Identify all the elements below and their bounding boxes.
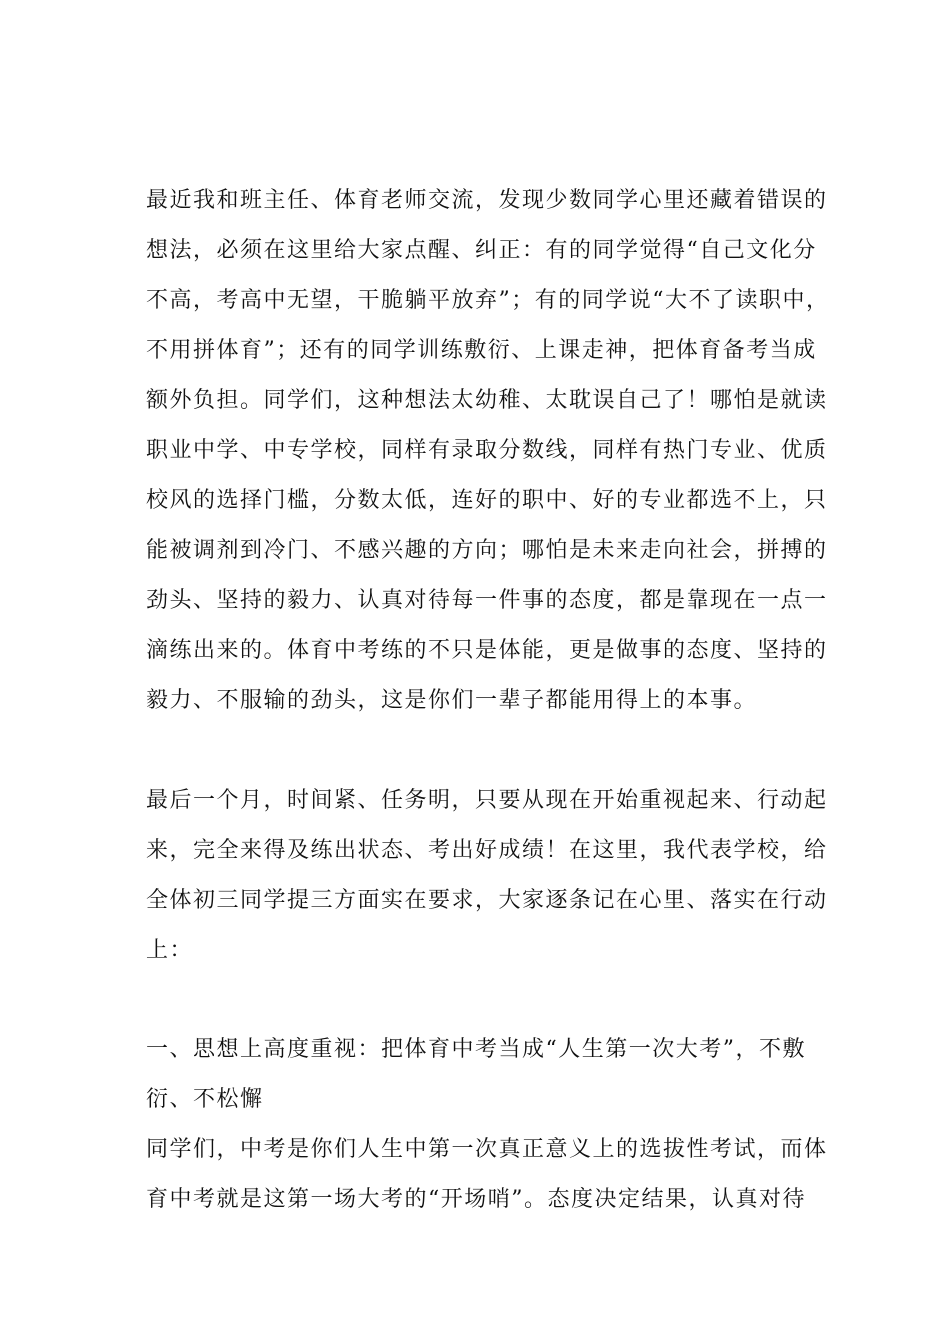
section-1-heading-line: 衍、不松懈: [146, 1087, 264, 1112]
paragraph-1-line: 校风的选择门槛，分数太低，连好的职中、好的专业都选不上，只: [146, 488, 828, 513]
section-1-heading-line: 一、思想上高度重视：把体育中考当成“人生第一次大考”，不敷: [146, 1037, 806, 1062]
paragraph-1-line: 不高，考高中无望，干脆躺平放弃”；有的同学说“大不了读职中，: [146, 288, 830, 313]
paragraph-2-line: 来，完全来得及练出状态、考出好成绩！在这里，我代表学校，给: [146, 838, 828, 863]
section-1-body-line: 同学们，中考是你们人生中第一次真正意义上的选拔性考试，而体: [146, 1137, 828, 1162]
paragraph-1-line: 滴练出来的。体育中考练的不只是体能，更是做事的态度、坚持的: [146, 638, 828, 663]
paragraph-1-line: 职业中学、中专学校，同样有录取分数线，同样有热门专业、优质: [146, 438, 828, 463]
paragraph-2-line: 上：: [146, 938, 194, 963]
paragraph-1-line: 额外负担。同学们，这种想法太幼稚、太耽误自己了！哪怕是就读: [146, 388, 828, 413]
paragraph-2-line: 最后一个月，时间紧、任务明，只要从现在开始重视起来、行动起: [146, 788, 828, 813]
paragraph-1-line: 毅力、不服输的劲头，这是你们一辈子都能用得上的本事。: [146, 688, 758, 713]
paragraph-2-line: 全体初三同学提三方面实在要求，大家逐条记在心里、落实在行动: [146, 888, 828, 913]
paragraph-1-line: 不用拼体育”；还有的同学训练敷衍、上课走神，把体育备考当成: [146, 338, 817, 363]
section-1-body-line: 育中考就是这第一场大考的“开场哨”。态度决定结果，认真对待: [146, 1187, 806, 1212]
paragraph-1-line: 能被调剂到冷门、不感兴趣的方向；哪怕是未来走向社会，拼搏的: [146, 538, 828, 563]
paragraph-1-line: 劲头、坚持的毅力、认真对待每一件事的态度，都是靠现在一点一: [146, 588, 828, 613]
paragraph-1-line: 想法，必须在这里给大家点醒、纠正：有的同学觉得“自己文化分: [146, 238, 817, 263]
paragraph-1-line: 最近我和班主任、体育老师交流，发现少数同学心里还藏着错误的: [146, 188, 828, 213]
